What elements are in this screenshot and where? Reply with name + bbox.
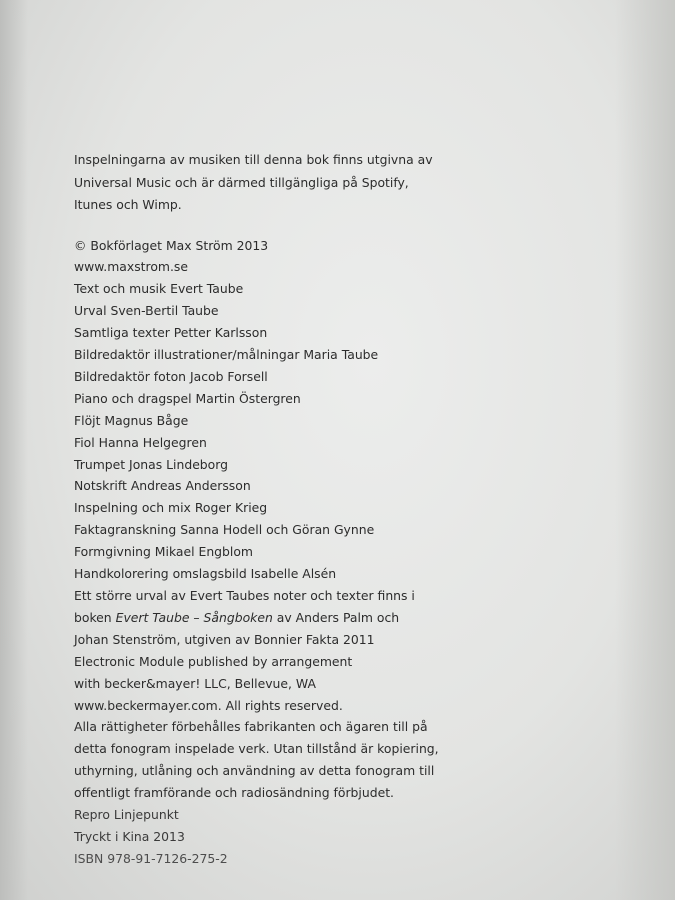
rights-line: Alla rättigheter förbehålles fabrikanten och ägaren till på	[74, 719, 428, 735]
website-line: www.maxstrom.se	[74, 259, 189, 275]
electronic-module-line: with becker&mayer! LLC, Bellevue, WA	[74, 675, 316, 691]
songbook-note-line: Ett större urval av Evert Taubes noter och texter finns i	[74, 588, 415, 603]
printed-line: Tryckt i Kina 2013	[74, 828, 185, 844]
credit-line: Bildredaktör illustrationer/målningar Maria Taube	[74, 347, 379, 363]
copyright-line: © Bokförlaget Max Ström 2013	[74, 237, 269, 253]
intro-line: Inspelningarna av musiken till denna bok finns utgivna av	[74, 152, 433, 167]
credit-line: Text och musik Evert Taube	[74, 281, 244, 297]
credit-line: Samtliga texter Petter Karlsson	[74, 325, 268, 341]
credit-line: Trumpet Jonas Lindeborg	[74, 456, 228, 472]
credit-line: Piano och dragspel Martin Östergren	[74, 390, 301, 406]
isbn-line: ISBN 978-91-7126-275-2	[74, 850, 228, 866]
credit-line: Formgivning Mikael Engblom	[74, 544, 253, 560]
page-edge-shadow	[0, 0, 28, 900]
intro-line: Universal Music och är därmed tillgängliga på Spotify,	[74, 174, 409, 190]
credit-line: Urval Sven-Bertil Taube	[74, 303, 219, 319]
songbook-suffix: av Anders Palm och	[272, 609, 400, 625]
rights-line: detta fonogram inspelade verk. Utan tillstånd är kopiering,	[74, 741, 439, 757]
rights-line: offentligt framförande och radiosändning förbjudet.	[74, 785, 394, 801]
electronic-module-line: www.beckermayer.com. All rights reserved.	[74, 697, 343, 713]
credit-line: Fiol Hanna Helgegren	[74, 434, 207, 450]
rights-line: uthyrning, utlåning och användning av detta fonogram till	[74, 763, 435, 779]
electronic-module-line: Electronic Module published by arrangement	[74, 653, 353, 669]
credit-line: Inspelning och mix Roger Krieg	[74, 500, 268, 516]
recordings-note	[74, 149, 634, 217]
credit-line: Notskrift Andreas Andersson	[74, 478, 251, 494]
songbook-note-line: Johan Stenström, utgiven av Bonnier Fakta 2011	[74, 631, 375, 647]
songbook-note-line	[74, 607, 634, 629]
credit-line: Flöjt Magnus Båge	[74, 412, 189, 428]
credit-line: Faktagranskning Sanna Hodell och Göran Gynne	[74, 522, 375, 538]
credit-line: Bildredaktör foton Jacob Forsell	[74, 368, 268, 384]
repro-line: Repro Linjepunkt	[74, 807, 179, 823]
colophon	[74, 149, 634, 870]
intro-line: Itunes och Wimp.	[74, 197, 182, 212]
songbook-prefix: boken	[74, 609, 116, 625]
credit-line: Handkolorering omslagsbild Isabelle Alsén	[74, 566, 337, 582]
songbook-title: Evert Taube – Sångboken	[115, 609, 273, 625]
credits-list	[74, 235, 634, 870]
